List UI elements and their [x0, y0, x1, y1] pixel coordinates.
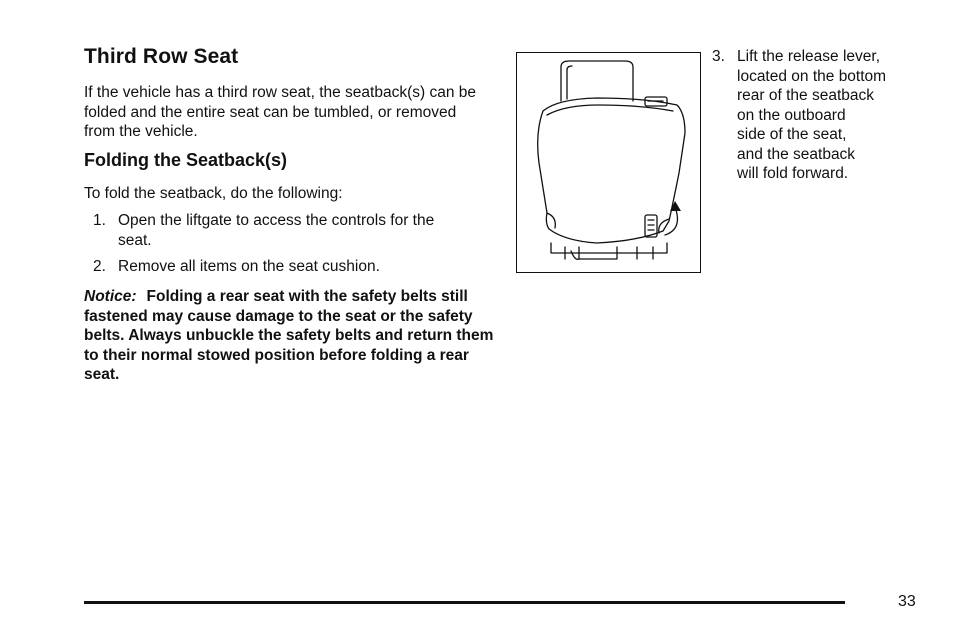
notice-text: Folding a rear seat with the safety belts still fastened may cause damage to the seat or the safety belts. Always unbuckle the safety belts and return them to their normal stowed position before folding a rear seat.: [84, 288, 494, 383]
step-number: 1.: [93, 212, 106, 229]
notice-label: Notice:: [84, 288, 137, 305]
step-number: 3.: [712, 48, 725, 65]
seat-frame-shape: [551, 243, 667, 253]
section-intro: If the vehicle has a third row seat, the seatback(s) can be folded and the entire seat can be tumbled, or removed from the vehicle.: [84, 84, 477, 140]
footer-rule: [84, 601, 845, 604]
subsection-title: Folding the Seatback(s): [84, 150, 288, 170]
step-number: 2.: [93, 258, 106, 275]
step-1: [93, 211, 453, 250]
seatback-illustration: [516, 52, 701, 273]
page-number: 33: [898, 593, 916, 610]
section-title: Third Row Seat: [84, 45, 239, 68]
step-text: Remove all items on the seat cushion.: [118, 258, 380, 275]
instructions-text: To fold the seatback, do the following:: [84, 185, 343, 202]
step-text: Open the liftgate to access the controls for the seat.: [118, 212, 435, 249]
step-2: [93, 257, 453, 277]
step-text: Lift the release lever, located on the bottom rear of the seatback on the outboard side of the seat, and the seatback will fold forward.: [737, 48, 887, 182]
notice-paragraph: [84, 287, 494, 385]
headrest-shape: [561, 61, 633, 101]
seat-rear-view-drawing: [517, 53, 702, 274]
step-3: [712, 47, 927, 184]
